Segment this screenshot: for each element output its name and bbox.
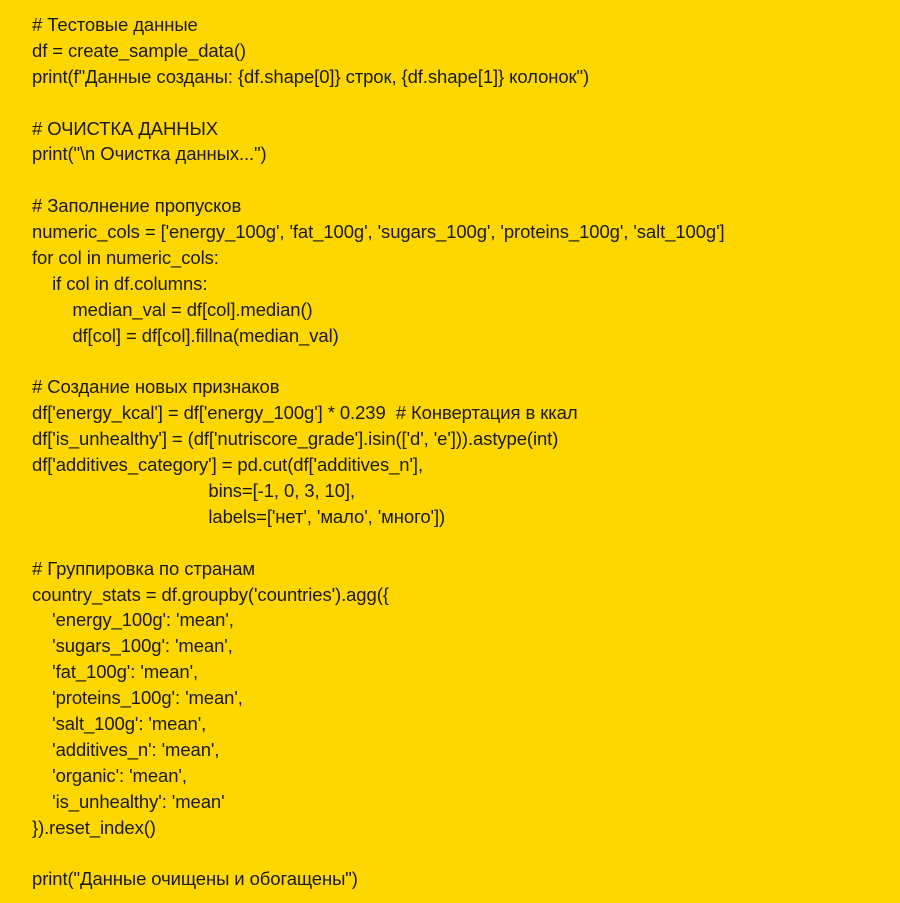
code-line: }).reset_index(): [32, 816, 156, 838]
code-line: df[col] = df[col].fillna(median_val): [32, 324, 339, 346]
code-line: [32, 349, 892, 375]
code-line: [32, 530, 892, 556]
code-line: [32, 841, 892, 867]
code-line: [32, 167, 892, 193]
code-line: df['additives_category'] = pd.cut(df['additives_n'],: [32, 454, 423, 476]
code-line: 'additives_n': 'mean',: [32, 738, 220, 760]
code-line: [32, 90, 892, 116]
code-line: print("Данные очищены и обогащены"): [32, 868, 358, 890]
code-line: 'salt_100g': 'mean',: [32, 713, 207, 735]
code-line: # Тестовые данные: [32, 14, 198, 35]
code-line: df['is_unhealthy'] = (df['nutriscore_grade'].isin(['d', 'e'])).astype(int): [32, 428, 559, 450]
code-line: # Создание новых признаков: [32, 376, 280, 398]
code-line: 'is_unhealthy': 'mean': [32, 790, 225, 812]
code-line: for col in numeric_cols:: [32, 247, 219, 269]
code-line: # ОЧИСТКА ДАННЫХ: [32, 117, 219, 139]
code-line: 'energy_100g': 'mean',: [32, 609, 234, 631]
code-line: # Заполнение пропусков: [32, 195, 242, 217]
code-line: print(f"Данные созданы: {df.shape[0]} строк, {df.shape[1]} колонок"): [32, 65, 590, 87]
code-line: df = create_sample_data(): [32, 39, 246, 61]
code-line: df['energy_kcal'] = df['energy_100g'] * 0.239 # Конвертация в ккал: [32, 402, 578, 424]
code-line: 'sugars_100g': 'mean',: [32, 635, 233, 657]
code-line: median_val = df[col].median(): [32, 298, 313, 320]
code-line: print("\n Очистка данных..."): [32, 143, 267, 165]
code-line: country_stats = df.groupby('countries').agg({: [32, 583, 389, 605]
code-line: bins=[-1, 0, 3, 10],: [32, 480, 356, 502]
code-line: 'organic': 'mean',: [32, 764, 187, 786]
code-line: 'proteins_100g': 'mean',: [32, 687, 243, 709]
code-line: numeric_cols = ['energy_100g', 'fat_100g', 'sugars_100g', 'proteins_100g', 'salt_100g']: [32, 221, 725, 243]
code-block: [32, 12, 892, 892]
code-line: if col in df.columns:: [32, 272, 208, 294]
code-line: # Группировка по странам: [32, 557, 256, 579]
code-line: labels=['нет', 'мало', 'много']): [32, 505, 446, 527]
code-line: 'fat_100g': 'mean',: [32, 661, 199, 683]
